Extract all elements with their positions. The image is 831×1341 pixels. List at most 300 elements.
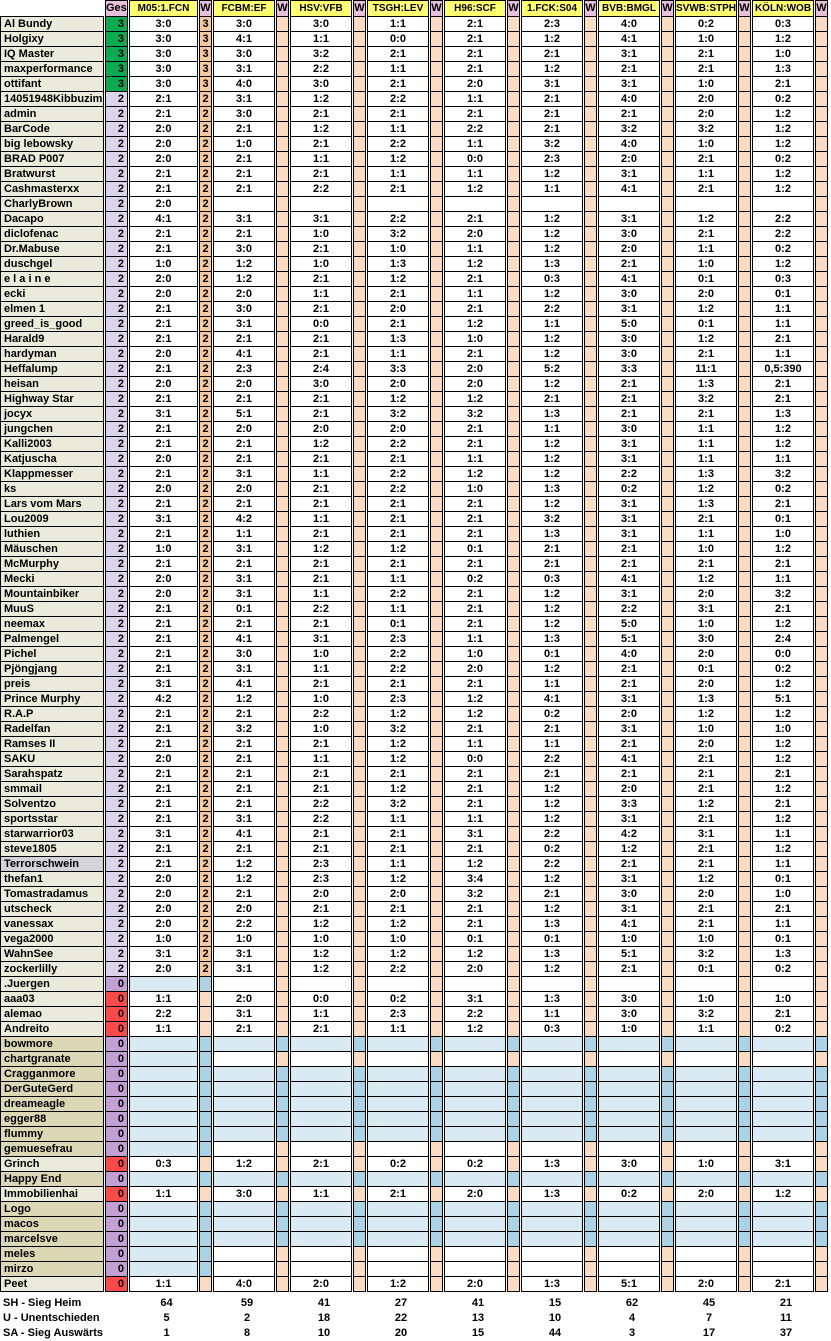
w-cell[interactable] bbox=[584, 496, 597, 512]
score-cell[interactable]: 2:1 bbox=[129, 766, 198, 782]
w-cell[interactable]: 2 bbox=[199, 166, 212, 182]
w-cell[interactable] bbox=[738, 1201, 751, 1217]
score-cell[interactable] bbox=[521, 1246, 583, 1262]
score-cell[interactable]: 0:0 bbox=[444, 151, 506, 167]
score-cell[interactable]: 3:0 bbox=[213, 16, 275, 32]
w-cell[interactable] bbox=[738, 181, 751, 197]
score-cell[interactable]: 1:3 bbox=[367, 331, 429, 347]
w-cell[interactable] bbox=[276, 511, 289, 527]
score-cell[interactable]: 2:1 bbox=[675, 46, 737, 62]
score-cell[interactable]: 2:1 bbox=[213, 796, 275, 812]
player-name-cell[interactable]: vanessax bbox=[0, 916, 104, 932]
ges-cell[interactable]: 2 bbox=[105, 136, 128, 152]
w-cell[interactable] bbox=[584, 1006, 597, 1022]
score-cell[interactable]: 1:2 bbox=[521, 811, 583, 827]
w-cell[interactable] bbox=[430, 211, 443, 227]
score-cell[interactable]: 2:0 bbox=[444, 226, 506, 242]
w-cell[interactable] bbox=[815, 1066, 828, 1082]
w-cell[interactable] bbox=[276, 1141, 289, 1157]
score-cell[interactable]: 1:2 bbox=[521, 961, 583, 977]
score-cell[interactable]: 2:1 bbox=[213, 436, 275, 452]
ges-cell[interactable]: 2 bbox=[105, 886, 128, 902]
w-cell[interactable] bbox=[353, 886, 366, 902]
score-cell[interactable] bbox=[129, 1141, 198, 1157]
player-name-cell[interactable]: Harald9 bbox=[0, 331, 104, 347]
w-cell[interactable]: 3 bbox=[199, 31, 212, 47]
score-cell[interactable]: 1:2 bbox=[367, 736, 429, 752]
score-cell[interactable]: 2:1 bbox=[290, 346, 352, 362]
ges-cell[interactable]: 2 bbox=[105, 301, 128, 317]
w-cell[interactable] bbox=[276, 76, 289, 92]
w-cell[interactable] bbox=[815, 226, 828, 242]
player-name-cell[interactable]: Solventzo bbox=[0, 796, 104, 812]
w-cell[interactable] bbox=[738, 571, 751, 587]
score-cell[interactable]: 2:1 bbox=[675, 751, 737, 767]
score-cell[interactable]: 2:1 bbox=[444, 61, 506, 77]
w-cell[interactable] bbox=[276, 16, 289, 32]
score-cell[interactable] bbox=[367, 1081, 429, 1097]
w-cell[interactable] bbox=[353, 586, 366, 602]
player-name-cell[interactable]: greed_is_good bbox=[0, 316, 104, 332]
score-cell[interactable]: 2:3 bbox=[367, 1006, 429, 1022]
w-cell[interactable] bbox=[738, 46, 751, 62]
score-cell[interactable]: 0:2 bbox=[675, 16, 737, 32]
w-cell[interactable] bbox=[815, 1216, 828, 1232]
w-cell[interactable] bbox=[738, 1081, 751, 1097]
score-cell[interactable]: 2:1 bbox=[675, 556, 737, 572]
score-cell[interactable]: 1:1 bbox=[521, 676, 583, 692]
score-cell[interactable]: 1:1 bbox=[290, 511, 352, 527]
w-cell[interactable] bbox=[584, 226, 597, 242]
score-cell[interactable]: 2:1 bbox=[598, 856, 660, 872]
score-cell[interactable]: 0:0 bbox=[444, 751, 506, 767]
score-cell[interactable]: 2:1 bbox=[213, 781, 275, 797]
w-cell[interactable] bbox=[584, 61, 597, 77]
w-cell[interactable]: 2 bbox=[199, 751, 212, 767]
player-name-cell[interactable]: Terrorschwein bbox=[0, 856, 104, 872]
w-cell[interactable] bbox=[584, 586, 597, 602]
w-cell[interactable] bbox=[199, 1066, 212, 1082]
score-cell[interactable] bbox=[598, 1231, 660, 1247]
score-cell[interactable]: 1:2 bbox=[521, 496, 583, 512]
ges-cell[interactable]: 2 bbox=[105, 526, 128, 542]
w-cell[interactable] bbox=[584, 76, 597, 92]
score-cell[interactable] bbox=[752, 1066, 814, 1082]
player-name-cell[interactable]: starwarrior03 bbox=[0, 826, 104, 842]
w-cell[interactable] bbox=[584, 1216, 597, 1232]
w-cell[interactable] bbox=[661, 76, 674, 92]
ges-cell[interactable]: 2 bbox=[105, 451, 128, 467]
w-cell[interactable] bbox=[507, 541, 520, 557]
w-cell[interactable] bbox=[507, 301, 520, 317]
score-cell[interactable]: 1:0 bbox=[675, 931, 737, 947]
w-cell[interactable] bbox=[584, 1186, 597, 1202]
score-cell[interactable]: 2:1 bbox=[290, 481, 352, 497]
score-cell[interactable]: 2:1 bbox=[444, 556, 506, 572]
score-cell[interactable]: 1:2 bbox=[752, 541, 814, 557]
header-cell-match-2[interactable]: HSV:VFB bbox=[290, 0, 352, 17]
w-cell[interactable] bbox=[353, 406, 366, 422]
score-cell[interactable]: 2:1 bbox=[213, 766, 275, 782]
score-cell[interactable]: 2:1 bbox=[290, 301, 352, 317]
w-cell[interactable] bbox=[661, 1141, 674, 1157]
score-cell[interactable]: 3:1 bbox=[675, 601, 737, 617]
w-cell[interactable] bbox=[815, 616, 828, 632]
player-name-cell[interactable]: Klappmesser bbox=[0, 466, 104, 482]
w-cell[interactable] bbox=[815, 691, 828, 707]
score-cell[interactable]: 1:1 bbox=[213, 526, 275, 542]
score-cell[interactable] bbox=[444, 196, 506, 212]
score-cell[interactable]: 1:0 bbox=[675, 31, 737, 47]
w-cell[interactable]: 2 bbox=[199, 496, 212, 512]
w-cell[interactable] bbox=[276, 706, 289, 722]
score-cell[interactable]: 2:1 bbox=[521, 886, 583, 902]
w-cell[interactable] bbox=[430, 661, 443, 677]
score-cell[interactable]: 3:1 bbox=[598, 301, 660, 317]
w-cell[interactable]: 3 bbox=[199, 16, 212, 32]
w-cell[interactable]: 2 bbox=[199, 586, 212, 602]
score-cell[interactable]: 2:0 bbox=[444, 961, 506, 977]
score-cell[interactable]: 3:0 bbox=[129, 61, 198, 77]
score-cell[interactable]: 3:1 bbox=[598, 871, 660, 887]
score-cell[interactable]: 3:2 bbox=[367, 406, 429, 422]
w-cell[interactable] bbox=[507, 811, 520, 827]
score-cell[interactable]: 3:0 bbox=[598, 991, 660, 1007]
w-cell[interactable] bbox=[815, 316, 828, 332]
w-cell[interactable] bbox=[507, 346, 520, 362]
score-cell[interactable]: 1:3 bbox=[675, 376, 737, 392]
w-cell[interactable] bbox=[276, 271, 289, 287]
score-cell[interactable]: 1:0 bbox=[675, 256, 737, 272]
player-name-cell[interactable]: BRAD P007 bbox=[0, 151, 104, 167]
w-cell[interactable] bbox=[276, 1036, 289, 1052]
player-name-cell[interactable]: jocyx bbox=[0, 406, 104, 422]
w-cell[interactable] bbox=[584, 616, 597, 632]
score-cell[interactable] bbox=[290, 1246, 352, 1262]
score-cell[interactable]: 2:1 bbox=[129, 841, 198, 857]
w-cell[interactable] bbox=[815, 331, 828, 347]
score-cell[interactable] bbox=[521, 196, 583, 212]
score-cell[interactable]: 0:1 bbox=[521, 931, 583, 947]
w-cell[interactable] bbox=[738, 106, 751, 122]
score-cell[interactable]: 1:2 bbox=[675, 481, 737, 497]
w-cell[interactable] bbox=[738, 736, 751, 752]
player-name-cell[interactable]: McMurphy bbox=[0, 556, 104, 572]
score-cell[interactable] bbox=[213, 1051, 275, 1067]
w-cell[interactable] bbox=[738, 1141, 751, 1157]
w-cell[interactable] bbox=[430, 796, 443, 812]
w-cell[interactable] bbox=[661, 1261, 674, 1277]
w-cell[interactable] bbox=[738, 961, 751, 977]
w-cell[interactable] bbox=[430, 1126, 443, 1142]
header-cell-ges[interactable]: Ges bbox=[105, 0, 128, 17]
ges-cell[interactable]: 2 bbox=[105, 436, 128, 452]
w-cell[interactable] bbox=[430, 991, 443, 1007]
w-cell[interactable] bbox=[276, 241, 289, 257]
w-cell[interactable] bbox=[584, 571, 597, 587]
w-cell[interactable] bbox=[430, 1156, 443, 1172]
score-cell[interactable]: 2:0 bbox=[213, 376, 275, 392]
w-cell[interactable] bbox=[584, 601, 597, 617]
ges-cell[interactable]: 2 bbox=[105, 916, 128, 932]
w-cell[interactable] bbox=[430, 1171, 443, 1187]
w-cell[interactable] bbox=[738, 751, 751, 767]
w-cell[interactable]: 2 bbox=[199, 331, 212, 347]
w-cell[interactable] bbox=[661, 1216, 674, 1232]
score-cell[interactable]: 2:0 bbox=[598, 151, 660, 167]
w-cell[interactable] bbox=[815, 301, 828, 317]
w-cell[interactable] bbox=[738, 706, 751, 722]
score-cell[interactable]: 2:3 bbox=[521, 16, 583, 32]
score-cell[interactable]: 2:1 bbox=[675, 511, 737, 527]
w-cell[interactable] bbox=[738, 766, 751, 782]
score-cell[interactable]: 2:0 bbox=[129, 901, 198, 917]
w-cell[interactable] bbox=[507, 901, 520, 917]
w-cell[interactable] bbox=[815, 961, 828, 977]
w-cell[interactable] bbox=[430, 226, 443, 242]
w-cell[interactable] bbox=[199, 1186, 212, 1202]
score-cell[interactable]: 4:0 bbox=[598, 646, 660, 662]
w-cell[interactable] bbox=[584, 1201, 597, 1217]
w-cell[interactable] bbox=[584, 16, 597, 32]
score-cell[interactable]: 2:1 bbox=[752, 901, 814, 917]
score-cell[interactable]: 2:1 bbox=[129, 856, 198, 872]
score-cell[interactable]: 1:1 bbox=[290, 661, 352, 677]
w-cell[interactable] bbox=[584, 406, 597, 422]
w-cell[interactable] bbox=[199, 1141, 212, 1157]
score-cell[interactable]: 1:2 bbox=[675, 706, 737, 722]
score-cell[interactable]: 0:2 bbox=[367, 991, 429, 1007]
score-cell[interactable]: 5:0 bbox=[598, 316, 660, 332]
w-cell[interactable] bbox=[815, 1036, 828, 1052]
w-cell[interactable] bbox=[507, 181, 520, 197]
score-cell[interactable]: 2:1 bbox=[290, 451, 352, 467]
w-cell[interactable] bbox=[584, 886, 597, 902]
score-cell[interactable]: 3:2 bbox=[521, 511, 583, 527]
w-cell[interactable] bbox=[276, 46, 289, 62]
score-cell[interactable]: 1:0 bbox=[367, 241, 429, 257]
score-cell[interactable]: 1:1 bbox=[444, 136, 506, 152]
player-name-cell[interactable]: Mecki bbox=[0, 571, 104, 587]
score-cell[interactable]: 2:1 bbox=[598, 406, 660, 422]
score-cell[interactable]: 3:2 bbox=[367, 226, 429, 242]
score-cell[interactable] bbox=[129, 1066, 198, 1082]
w-cell[interactable] bbox=[738, 196, 751, 212]
w-cell[interactable]: 2 bbox=[199, 526, 212, 542]
w-cell[interactable] bbox=[507, 226, 520, 242]
score-cell[interactable]: 1:2 bbox=[290, 961, 352, 977]
w-cell[interactable] bbox=[738, 361, 751, 377]
score-cell[interactable]: 2:1 bbox=[444, 586, 506, 602]
w-cell[interactable] bbox=[507, 316, 520, 332]
score-cell[interactable]: 1:3 bbox=[521, 916, 583, 932]
score-cell[interactable]: 1:0 bbox=[290, 721, 352, 737]
score-cell[interactable]: 2:0 bbox=[213, 286, 275, 302]
player-name-cell[interactable]: flummy bbox=[0, 1126, 104, 1142]
w-cell[interactable] bbox=[507, 331, 520, 347]
score-cell[interactable]: 0:2 bbox=[444, 1156, 506, 1172]
score-cell[interactable]: 1:2 bbox=[290, 916, 352, 932]
score-cell[interactable]: 3:1 bbox=[213, 661, 275, 677]
w-cell[interactable] bbox=[661, 811, 674, 827]
w-cell[interactable] bbox=[584, 736, 597, 752]
ges-cell[interactable]: 2 bbox=[105, 946, 128, 962]
w-cell[interactable] bbox=[430, 1051, 443, 1067]
score-cell[interactable]: 1:2 bbox=[213, 256, 275, 272]
score-cell[interactable]: 1:0 bbox=[444, 646, 506, 662]
w-cell[interactable] bbox=[738, 226, 751, 242]
w-cell[interactable] bbox=[815, 661, 828, 677]
w-cell[interactable] bbox=[353, 856, 366, 872]
score-cell[interactable]: 1:2 bbox=[675, 211, 737, 227]
score-cell[interactable]: 2:0 bbox=[444, 361, 506, 377]
w-cell[interactable] bbox=[584, 91, 597, 107]
w-cell[interactable] bbox=[430, 481, 443, 497]
w-cell[interactable] bbox=[430, 856, 443, 872]
score-cell[interactable]: 2:1 bbox=[367, 826, 429, 842]
score-cell[interactable]: 0:2 bbox=[752, 961, 814, 977]
w-cell[interactable] bbox=[430, 436, 443, 452]
w-cell[interactable] bbox=[661, 601, 674, 617]
score-cell[interactable] bbox=[290, 1216, 352, 1232]
w-cell[interactable] bbox=[507, 886, 520, 902]
w-cell[interactable] bbox=[584, 901, 597, 917]
score-cell[interactable]: 4:0 bbox=[213, 76, 275, 92]
score-cell[interactable]: 2:1 bbox=[444, 526, 506, 542]
score-cell[interactable]: 1:3 bbox=[521, 1186, 583, 1202]
w-cell[interactable] bbox=[738, 616, 751, 632]
score-cell[interactable]: 1:1 bbox=[752, 346, 814, 362]
w-cell[interactable] bbox=[199, 1216, 212, 1232]
w-cell[interactable] bbox=[199, 1096, 212, 1112]
w-cell[interactable] bbox=[430, 316, 443, 332]
score-cell[interactable]: 1:2 bbox=[752, 811, 814, 827]
w-cell[interactable] bbox=[507, 91, 520, 107]
score-cell[interactable]: 1:2 bbox=[752, 166, 814, 182]
w-cell[interactable] bbox=[815, 451, 828, 467]
w-cell[interactable] bbox=[584, 661, 597, 677]
score-cell[interactable]: 2:1 bbox=[213, 706, 275, 722]
w-cell[interactable] bbox=[584, 796, 597, 812]
w-cell[interactable] bbox=[276, 691, 289, 707]
score-cell[interactable] bbox=[213, 1201, 275, 1217]
score-cell[interactable]: 1:1 bbox=[521, 1006, 583, 1022]
w-cell[interactable] bbox=[738, 901, 751, 917]
w-cell[interactable] bbox=[507, 1141, 520, 1157]
score-cell[interactable] bbox=[598, 1171, 660, 1187]
score-cell[interactable]: 2:1 bbox=[290, 901, 352, 917]
score-cell[interactable] bbox=[213, 1036, 275, 1052]
w-cell[interactable] bbox=[584, 136, 597, 152]
w-cell[interactable] bbox=[815, 61, 828, 77]
score-cell[interactable]: 2:1 bbox=[444, 676, 506, 692]
w-cell[interactable] bbox=[353, 1231, 366, 1247]
score-cell[interactable]: 1:0 bbox=[129, 931, 198, 947]
player-name-cell[interactable]: Dr.Mabuse bbox=[0, 241, 104, 257]
score-cell[interactable]: 2:1 bbox=[752, 796, 814, 812]
score-cell[interactable]: 3:0 bbox=[213, 241, 275, 257]
score-cell[interactable]: 4:1 bbox=[521, 691, 583, 707]
w-cell[interactable] bbox=[276, 541, 289, 557]
w-cell[interactable] bbox=[430, 511, 443, 527]
w-cell[interactable] bbox=[507, 1216, 520, 1232]
score-cell[interactable] bbox=[367, 196, 429, 212]
w-cell[interactable] bbox=[276, 226, 289, 242]
w-cell[interactable] bbox=[815, 886, 828, 902]
score-cell[interactable] bbox=[213, 1096, 275, 1112]
w-cell[interactable] bbox=[584, 1111, 597, 1127]
score-cell[interactable]: 2:1 bbox=[290, 1021, 352, 1037]
score-cell[interactable]: 2:1 bbox=[444, 16, 506, 32]
ges-cell[interactable]: 2 bbox=[105, 676, 128, 692]
score-cell[interactable]: 2:1 bbox=[213, 226, 275, 242]
w-cell[interactable] bbox=[815, 601, 828, 617]
score-cell[interactable] bbox=[598, 1201, 660, 1217]
w-cell[interactable] bbox=[738, 526, 751, 542]
score-cell[interactable]: 1:2 bbox=[290, 436, 352, 452]
score-cell[interactable] bbox=[367, 976, 429, 992]
score-cell[interactable]: 1:2 bbox=[521, 616, 583, 632]
score-cell[interactable]: 2:1 bbox=[290, 826, 352, 842]
w-cell[interactable] bbox=[661, 61, 674, 77]
score-cell[interactable]: 1:3 bbox=[675, 691, 737, 707]
w-cell[interactable] bbox=[507, 1006, 520, 1022]
score-cell[interactable]: 2:0 bbox=[598, 706, 660, 722]
header-cell-w-7[interactable]: W bbox=[738, 0, 751, 17]
w-cell[interactable] bbox=[276, 826, 289, 842]
score-cell[interactable]: 3:1 bbox=[213, 91, 275, 107]
w-cell[interactable] bbox=[507, 961, 520, 977]
w-cell[interactable]: 2 bbox=[199, 391, 212, 407]
score-cell[interactable]: 0:3 bbox=[521, 271, 583, 287]
score-cell[interactable] bbox=[675, 1126, 737, 1142]
score-cell[interactable]: 2:1 bbox=[521, 106, 583, 122]
score-cell[interactable]: 1:1 bbox=[290, 286, 352, 302]
score-cell[interactable]: 0:2 bbox=[444, 571, 506, 587]
w-cell[interactable] bbox=[661, 1111, 674, 1127]
player-name-cell[interactable]: Katjuscha bbox=[0, 451, 104, 467]
score-cell[interactable]: 1:2 bbox=[367, 871, 429, 887]
w-cell[interactable] bbox=[584, 361, 597, 377]
score-cell[interactable]: 2:1 bbox=[367, 766, 429, 782]
w-cell[interactable] bbox=[276, 901, 289, 917]
score-cell[interactable]: 1:1 bbox=[675, 421, 737, 437]
score-cell[interactable]: 2:2 bbox=[521, 856, 583, 872]
score-cell[interactable]: 2:1 bbox=[129, 616, 198, 632]
w-cell[interactable] bbox=[661, 586, 674, 602]
w-cell[interactable] bbox=[584, 646, 597, 662]
w-cell[interactable] bbox=[276, 721, 289, 737]
w-cell[interactable]: 2 bbox=[199, 736, 212, 752]
w-cell[interactable] bbox=[353, 1276, 366, 1292]
score-cell[interactable]: 3:0 bbox=[598, 421, 660, 437]
score-cell[interactable]: 2:1 bbox=[129, 646, 198, 662]
score-cell[interactable]: 4:1 bbox=[213, 31, 275, 47]
w-cell[interactable] bbox=[815, 286, 828, 302]
ges-cell[interactable]: 2 bbox=[105, 181, 128, 197]
score-cell[interactable]: 1:1 bbox=[444, 736, 506, 752]
score-cell[interactable] bbox=[444, 1036, 506, 1052]
player-name-cell[interactable]: Kalli2003 bbox=[0, 436, 104, 452]
w-cell[interactable] bbox=[276, 586, 289, 602]
ges-cell[interactable]: 2 bbox=[105, 511, 128, 527]
w-cell[interactable] bbox=[430, 16, 443, 32]
w-cell[interactable] bbox=[430, 1216, 443, 1232]
score-cell[interactable]: 1:2 bbox=[752, 706, 814, 722]
w-cell[interactable] bbox=[430, 1096, 443, 1112]
score-cell[interactable]: 2:1 bbox=[675, 61, 737, 77]
score-cell[interactable]: 2:1 bbox=[213, 736, 275, 752]
